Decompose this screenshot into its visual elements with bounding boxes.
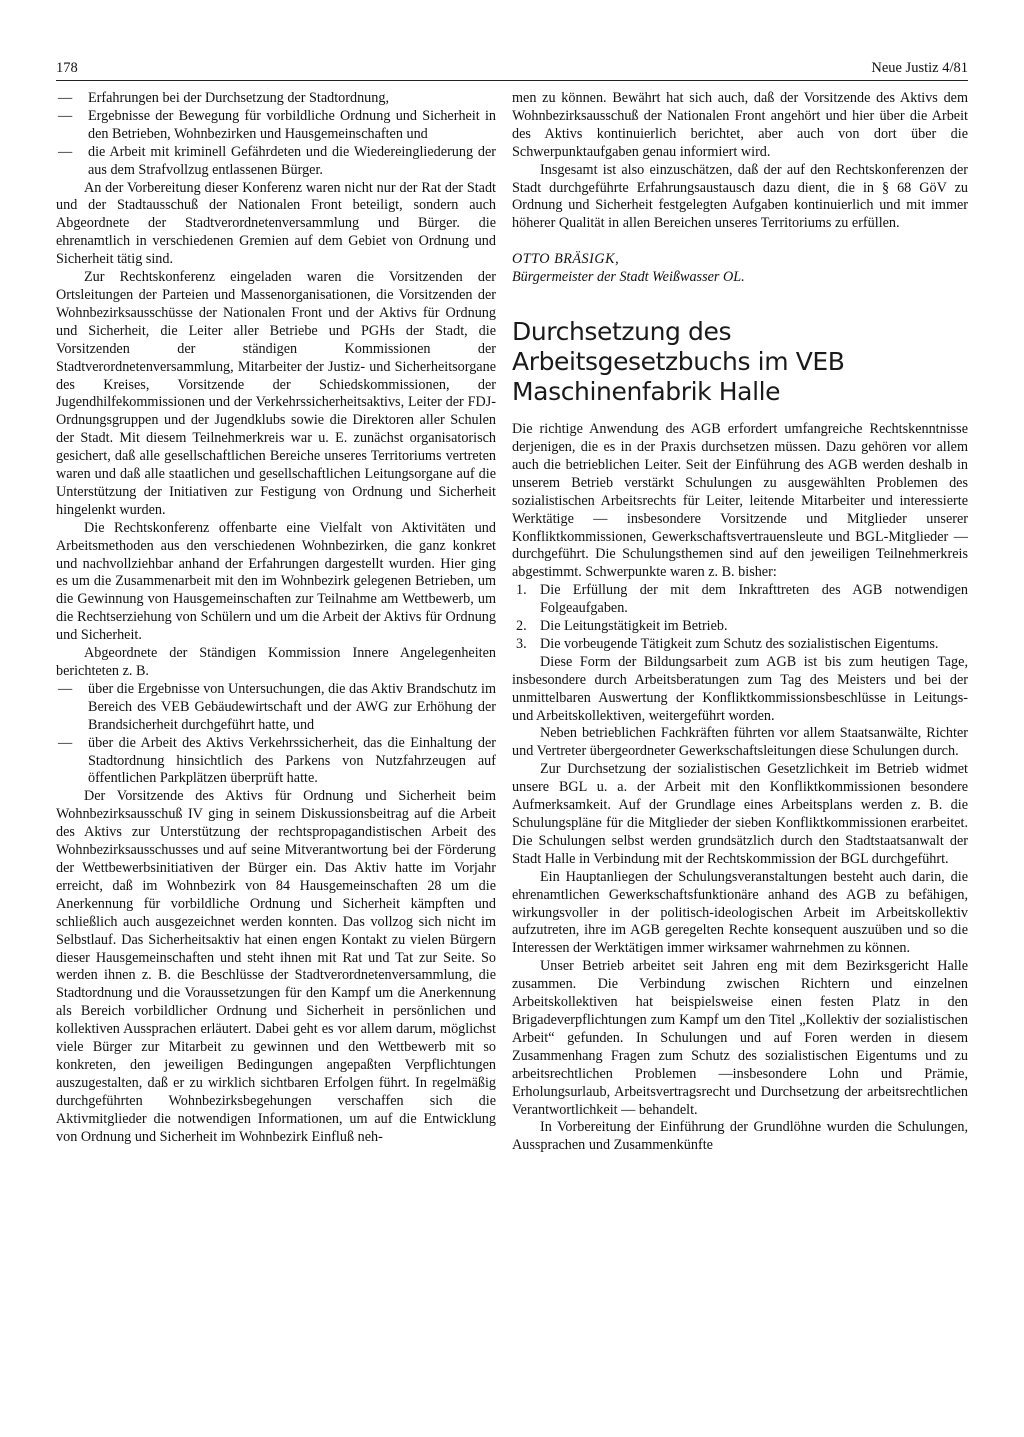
bullet-item: [56, 735, 496, 789]
item-text: Die Leitungstätigkeit im Betrieb.: [540, 618, 728, 635]
bullet-item: [56, 108, 496, 144]
page-number: 178: [56, 60, 78, 76]
paragraph: Abgeordnete der Ständigen Kommission Innere Angelegenheiten berichteten z. B.: [56, 645, 496, 679]
bullet-text: Ergebnisse der Bewegung für vorbildliche Ordnung und Sicherheit in den Betrieben, Wohnbezirken und Hausgemeinschaften und: [88, 107, 496, 142]
dash-marker: —: [58, 143, 73, 160]
item-number: 3.: [516, 635, 527, 652]
paragraph: Unser Betrieb arbeitet seit Jahren eng mit dem Bezirksgericht Halle zusammen. Die Verbindung zwischen Richtern und einzelnen Arbeitskollektiven hat beispielsweise einen festen Platz in den Brigadeverpflichtungen zum Kampf um den Titel „Kollektiv der sozialistischen Arbeit“ gefunden. In Schulungen und auf Foren werden in diesem Zusammenhang Fragen zum Schutz des sozialistischen Eigentums und zu arbeitsrechtlichen Problemen —insbesondere Lohn und Prämie, Erholungsurlaub, Arbeitsvertragsrecht und Durchsetzung der arbeitsrechtlichen Verantwortlichkeit — behandelt.: [512, 958, 968, 1118]
bullet-item: [56, 144, 496, 180]
paragraph-continuation: men zu können. Bewährt hat sich auch, daß der Vorsitzende des Aktivs dem Wohnbezirksausschuß der Nationalen Front angehört und hier über die Arbeit des Aktivs kontinuierlich berichtet, aber auch von dort über die Schwerpunktaufgaben genau informiert wird.: [512, 90, 968, 160]
item-text: Die Erfüllung der mit dem Inkrafttreten des AGB notwendigen Folgeaufgaben.: [540, 582, 968, 617]
dash-marker: —: [58, 90, 73, 106]
left-column: [56, 90, 496, 1146]
author-name: OTTO BRÄSIGK,: [512, 251, 620, 268]
paragraph: In Vorbereitung der Einführung der Grundlöhne wurden die Schulungen, Aussprachen und Zusammenkünfte: [512, 1119, 968, 1154]
bullet-text: die Arbeit mit kriminell Gefährdeten und die Wiedereingliederung der aus dem Strafvollzug entlassenen Bürger.: [88, 143, 496, 178]
article-headline: Durchsetzung des Arbeitsgesetzbuchs im VEB Maschinenfabrik Halle: [512, 317, 845, 407]
paragraph: Neben betrieblichen Fachkräften führten vor allem Staatsanwälte, Richter und Vertreter übergeordneter Gewerkschaftsleitungen diese Schulungen durch.: [512, 725, 968, 760]
right-column: [512, 90, 968, 1155]
bullet-text: über die Arbeit des Aktivs Verkehrssicherheit, das die Einhaltung der Stadtordnung hinsichtlich des Parkens von Nutzfahrzeugen auf öffentlichen Parkplätzen überprüft hatte.: [88, 734, 496, 787]
item-number: 1.: [516, 582, 527, 599]
numbered-item: [512, 582, 968, 618]
journal-issue: Neue Justiz 4/81: [871, 60, 968, 76]
paragraph: Zur Durchsetzung der sozialistischen Gesetzlichkeit im Betrieb widmet unsere BGL u. a. der Arbeit mit den Konfliktkommissionen besondere Aufmerksamkeit. Auf der Grundlage eines Arbeitsplans werden z. B. die Schulungspläne für die Mitglieder der sieben Konfliktkommissionen erarbeitet. Die Schulungen selbst werden grundsätzlich durch den Stadtstaatsanwalt der Stadt Halle in Verbindung mit der Rechtskommission der BGL durchgeführt.: [512, 761, 968, 867]
paragraph: Die Rechtskonferenz offenbarte eine Vielfalt von Aktivitäten und Arbeitsmethoden aus den verschiedenen Wohnbezirken, die ganz konkret und nachvollziehbar anhand der Erfahrungen dargestellt wurden. Hier ging es um die Zusammenarbeit mit den im Wohnbezirk gelegenen Betrieben, um die Gewinnung von Hausgemeinschaften zur Teilnahme am Wettbewerb, um die Rechtserziehung von Schülern und um die Arbeit der Aktivs für Ordnung und Sicherheit.: [56, 519, 496, 644]
paragraph: Insgesamt ist also einzuschätzen, daß der auf den Rechtskonferenzen der Stadt durchgeführte Erfahrungsaustausch dazu dient, die in § 68 GöV zu Ordnung und Sicherheit festgelegten Aufgaben kontinuierlich und mit immer höherer Qualität in allen Bereichen unseres Territoriums zu erfüllen.: [512, 161, 968, 232]
paragraph: Zur Rechtskonferenz eingeladen waren die Vorsitzenden der Ortsleitungen der Parteien und Massenorganisationen, die Vorsitzenden der Wohnbezirksausschüsse der Nationalen Front und der Aktivs für Ordnung und Sicherheit, die Leiter aller Betriebe und PGHs der Stadt, die Vorsitzenden der ständigen Kommissionen der Stadtverordnetenversammlung, Mitarbeiter der Justiz- und Sicherheitsorgane des Kreises, Vorsitzende der Schiedskommissionen, der Jugendhilfekommissionen und der Verkehrssicherheitsaktivs, Leiter der FDJ-Ordnungsgruppen und der Jugendklubs sowie die Direktoren aller Schulen der Stadt. Mit diesem Teilnehmerkreis war u. E. zunächst organisatorisch gesichert, daß alle gesellschaftlichen Bereiche unseres Territoriums vertreten waren und daß alle staatlichen und gesellschaftlichen Leitungsorgane auf die Unterstützung der Initiativen zur Festigung von Ordnung und Sicherheit hingelenkt wurden.: [56, 269, 496, 518]
page-header: [56, 58, 968, 81]
bullet-item: [56, 90, 496, 108]
numbered-item: [512, 618, 968, 636]
dash-marker: —: [58, 107, 73, 124]
paragraph: Der Vorsitzende des Aktivs für Ordnung und Sicherheit beim Wohnbezirksausschuß IV ging in seinem Diskussionsbeitrag auf die Arbeit des Aktivs zur Unterstützung der rechtspropagandistischen Arbeit des Wohnbezirksausschusses und auf seine Mitverantwortung bei der Förderung der Wettbewerbsinitiativen der Bürger ein. Das Aktiv hatte im Vorjahr erreicht, daß im Wohnbezirk von 84 Hausgemeinschaften 28 um die Anerkennung für vorbildliche Ordnung und Sicherheit kämpften und schließlich auch ausgezeichnet werden konnten. Das vollzog sich nicht im Selbstlauf. Das Sicherheitsaktiv hat einen engen Kontakt zu vielen Bürgern dieser Hausgemeinschaften und steht ihnen mit Rat und Tat zur Seite. So werden ihnen z. B. die Beschlüsse der Stadtverordnetenversammlung, die Stadtordnung und die Voraussetzungen für den Kampf um die Anerkennung als Bereich vorbildlicher Ordnung und Sicherheit in persönlichen und kollektiven Aussprachen erläutert. Dabei geht es vor allem darum, möglichst viele Bürger zur Mitarbeit zu gewinnen und den Wettbewerb mit so konkreten, den jeweiligen Bedingungen angepaßten Verpflichtungen auszugestalten, daß er zu wirklich sichtbaren Erfolgen führt. In regelmäßig durchgeführten Wohnbezirksbegehungen verschaffen sich die Aktivmitglieder die notwendigen Informationen, um auf die Entwicklung von Ordnung und Sicherheit im Wohnbezirk Einfluß neh-: [56, 788, 496, 1145]
paragraph: Die richtige Anwendung des AGB erfordert umfangreiche Rechtskenntnisse derjenigen, die es in der Praxis durchsetzen müssen. Dazu gehören vor allem auch die betrieblichen Leiter. Seit der Einführung des AGB werden deshalb in unserem Betrieb verstärkt Schulungen zu ausgewählten Problemen des sozialistischen Arbeitsrechts für Leiter, leitende Mitarbeiter und interessierte Werktätige — insbesondere Vorsitzende und Mitglieder unserer Konfliktkommissionen, Gewerkschaftsvertrauensleute und BGL-Mitglieder — durchgeführt. Die Schulungsthemen sind auf den jeweiligen Teilnehmerkreis abgestimmt. Schwerpunkte waren z. B. bisher:: [512, 421, 968, 581]
author-title: Bürgermeister der Stadt Weißwasser OL.: [512, 269, 745, 286]
bullet-item: [56, 681, 496, 735]
numbered-item: [512, 636, 968, 654]
paragraph: Diese Form der Bildungsarbeit zum AGB ist bis zum heutigen Tage, insbesondere durch Arbeitsberatungen zum Tag des Meisters und bei der unmittelbaren Auswertung der Konfliktkommissionsbeschlüsse in Leitungs- und Arbeitskollektiven, weitergeführt worden.: [512, 653, 968, 724]
signature-block: [512, 251, 968, 287]
bullet-text: über die Ergebnisse von Untersuchungen, die das Aktiv Brandschutz im Bereich des VEB Gebäudewirtschaft und der AWG zur Erhöhung der Brandsicherheit durchgeführt hatte, und: [88, 680, 496, 733]
paragraph: An der Vorbereitung dieser Konferenz waren nicht nur der Rat der Stadt und der Stadtausschuß der Nationalen Front beteiligt, sondern auch Abgeordnete der Stadtverordnetenversammlung und Bürger. die ehrenamtlich in verschiedenen Gremien auf dem Gebiet von Ordnung und Sicherheit tätig sind.: [56, 179, 496, 268]
paragraph: Ein Hauptanliegen der Schulungsveranstaltungen besteht auch darin, die ehrenamtlichen Gewerkschaftsfunktionäre anhand des AGB zu befähigen, wirkungsvoller in der politisch-ideologischen Arbeit im Arbeitskollektiv aufzutreten, ihre im AGB geregelten Rechte konsequent auszuüben und so die Interessen der Werktätigen immer wirksamer wahrnehmen zu können.: [512, 868, 968, 957]
bullet-text: Erfahrungen bei der Durchsetzung der Stadtordnung,: [88, 90, 389, 106]
item-text: Die vorbeugende Tätigkeit zum Schutz des sozialistischen Eigentums.: [540, 635, 939, 652]
dash-marker: —: [58, 680, 73, 697]
item-number: 2.: [516, 618, 527, 635]
dash-marker: —: [58, 734, 73, 751]
